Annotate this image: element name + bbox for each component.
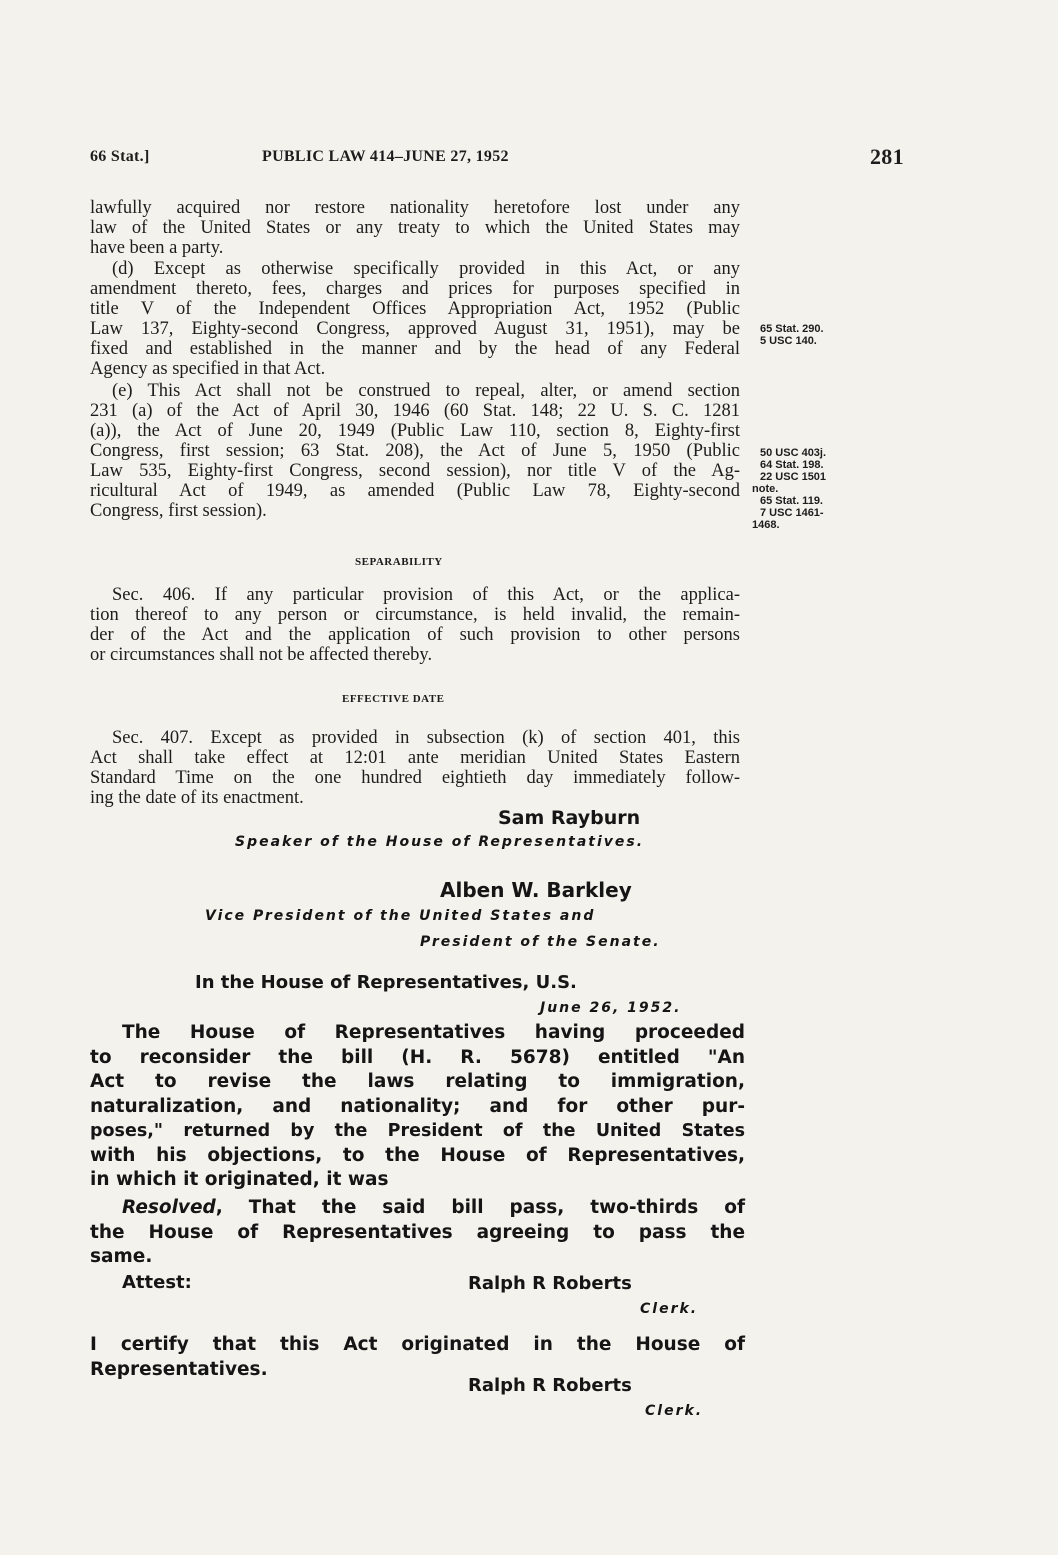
margin-note-line: 7 USC 1461- xyxy=(760,507,824,519)
resolved-paragraph xyxy=(90,1196,745,1270)
text-line: (e) This Act shall not be construed to repeal, alter, or amend section xyxy=(112,381,740,401)
resolved-text: , That the said bill pass, two-thirds of xyxy=(215,1197,745,1218)
text-line: (d) Except as otherwise specifically provided in this Act, or any xyxy=(112,259,740,279)
section-heading-effective-date: EFFECTIVE DATE xyxy=(342,693,445,705)
vice-president-title-2: President of the Senate. xyxy=(420,934,661,950)
text-line: Congress, first session; 63 Stat. 208), the Act of June 5, 1950 (Public xyxy=(90,441,740,461)
paragraph-c-end xyxy=(90,198,740,258)
resolved-word: Resolved xyxy=(122,1197,216,1218)
text-line: title V of the Independent Offices Appropriation Act, 1952 (Public xyxy=(90,299,740,319)
text-line: Congress, first session). xyxy=(90,501,267,521)
text-line: (a)), the Act of June 20, 1949 (Public Law 110, section 8, Eighty-first xyxy=(90,421,740,441)
text-line: Sec. 407. Except as provided in subsection (k) of section 401, this xyxy=(112,728,740,748)
text-line: fixed and established in the manner and by the head of any Federal xyxy=(90,339,740,359)
certify-paragraph xyxy=(90,1333,745,1382)
text-line: in which it originated, it was xyxy=(90,1169,389,1190)
margin-note-line: 65 Stat. 290. xyxy=(760,323,824,335)
text-line: Agency as specified in that Act. xyxy=(90,359,326,379)
vice-president-name: Alben W. Barkley xyxy=(440,878,632,902)
section-407 xyxy=(90,728,740,808)
text-line: Law 535, Eighty-first Congress, second session), nor title V of the Ag- xyxy=(90,461,740,481)
text-line: same. xyxy=(90,1246,153,1267)
running-head-title: PUBLIC LAW 414–JUNE 27, 1952 xyxy=(262,148,509,165)
text-line: amendment thereto, fees, charges and prices for purposes specified in xyxy=(90,279,740,299)
text-line: 231 (a) of the Act of April 30, 1946 (60 Stat. 148; 22 U. S. C. 1281 xyxy=(90,401,740,421)
margin-note-line: 50 USC 403j. xyxy=(760,447,827,459)
text-line: ricultural Act of 1949, as amended (Public Law 78, Eighty-second xyxy=(90,481,740,501)
text-line: ing the date of its enactment. xyxy=(90,788,304,808)
section-heading-separability: SEPARABILITY xyxy=(355,556,443,568)
section-406 xyxy=(90,585,740,665)
text-line: naturalization, and nationality; and for other pur- xyxy=(90,1095,745,1117)
text-line: Law 137, Eighty-second Congress, approved August 31, 1951), may be xyxy=(90,319,740,339)
text-line: Act shall take effect at 12:01 ante meridian United States Eastern xyxy=(90,748,740,768)
text-line: Representatives. xyxy=(90,1358,268,1380)
attest-label: Attest: xyxy=(122,1272,192,1293)
house-date: June 26, 1952. xyxy=(540,1000,682,1016)
paragraph-e xyxy=(90,381,740,521)
margin-note-line: 64 Stat. 198. xyxy=(760,459,824,471)
clerk-title-2: Clerk. xyxy=(645,1403,704,1419)
text-line: the House of Representatives agreeing to pass the xyxy=(90,1221,745,1243)
margin-note-line: 5 USC 140. xyxy=(760,335,817,347)
speaker-title: Speaker of the House of Representatives. xyxy=(235,834,645,850)
text-line: Sec. 406. If any particular provision of this Act, or the applica- xyxy=(112,585,740,605)
text-line xyxy=(90,1196,745,1221)
margin-note-line: 1468. xyxy=(752,519,780,531)
text-line: tion thereof to any person or circumstance, is held invalid, the remain- xyxy=(90,605,740,625)
text-line: lawfully acquired nor restore nationality heretofore lost under any xyxy=(90,198,740,218)
vice-president-title-1: Vice President of the United States and xyxy=(205,908,596,924)
clerk-title-1: Clerk. xyxy=(640,1301,699,1317)
house-paragraph xyxy=(90,1021,745,1193)
margin-note-line: 22 USC 1501 xyxy=(760,471,827,483)
margin-note-line: 65 Stat. 119. xyxy=(760,495,823,507)
text-line: with his objections, to the House of Representatives, xyxy=(90,1144,745,1166)
text-line: law of the United States or any treaty to which the United States may xyxy=(90,218,740,238)
clerk-name-2: Ralph R Roberts xyxy=(468,1375,632,1396)
text-line: der of the Act and the application of such provision to other persons xyxy=(90,625,740,645)
margin-note-2 xyxy=(752,447,900,531)
text-line: Act to revise the laws relating to immigration, xyxy=(90,1071,745,1092)
margin-note-line: note. xyxy=(752,483,779,495)
text-line: The House of Representatives having proceeded xyxy=(122,1022,745,1043)
text-line: I certify that this Act originated in the House of xyxy=(90,1334,745,1355)
bleed-through-text xyxy=(420,88,423,104)
text-line: poses," returned by the President of the United States xyxy=(90,1121,745,1141)
text-line: Standard Time on the one hundred eightieth day immediately follow- xyxy=(90,768,740,788)
page-number: 281 xyxy=(870,144,904,169)
text-line: to reconsider the bill (H. R. 5678) entitled "An xyxy=(90,1046,745,1068)
paragraph-d xyxy=(90,259,740,379)
house-heading: In the House of Representatives, U.S. xyxy=(195,972,577,993)
margin-note-1 xyxy=(760,323,900,347)
running-head-stat: 66 Stat.] xyxy=(90,148,150,165)
text-line: or circumstances shall not be affected thereby. xyxy=(90,645,433,665)
speaker-name: Sam Rayburn xyxy=(498,807,641,829)
clerk-name-1: Ralph R Roberts xyxy=(468,1273,632,1294)
text-line: have been a party. xyxy=(90,238,224,258)
